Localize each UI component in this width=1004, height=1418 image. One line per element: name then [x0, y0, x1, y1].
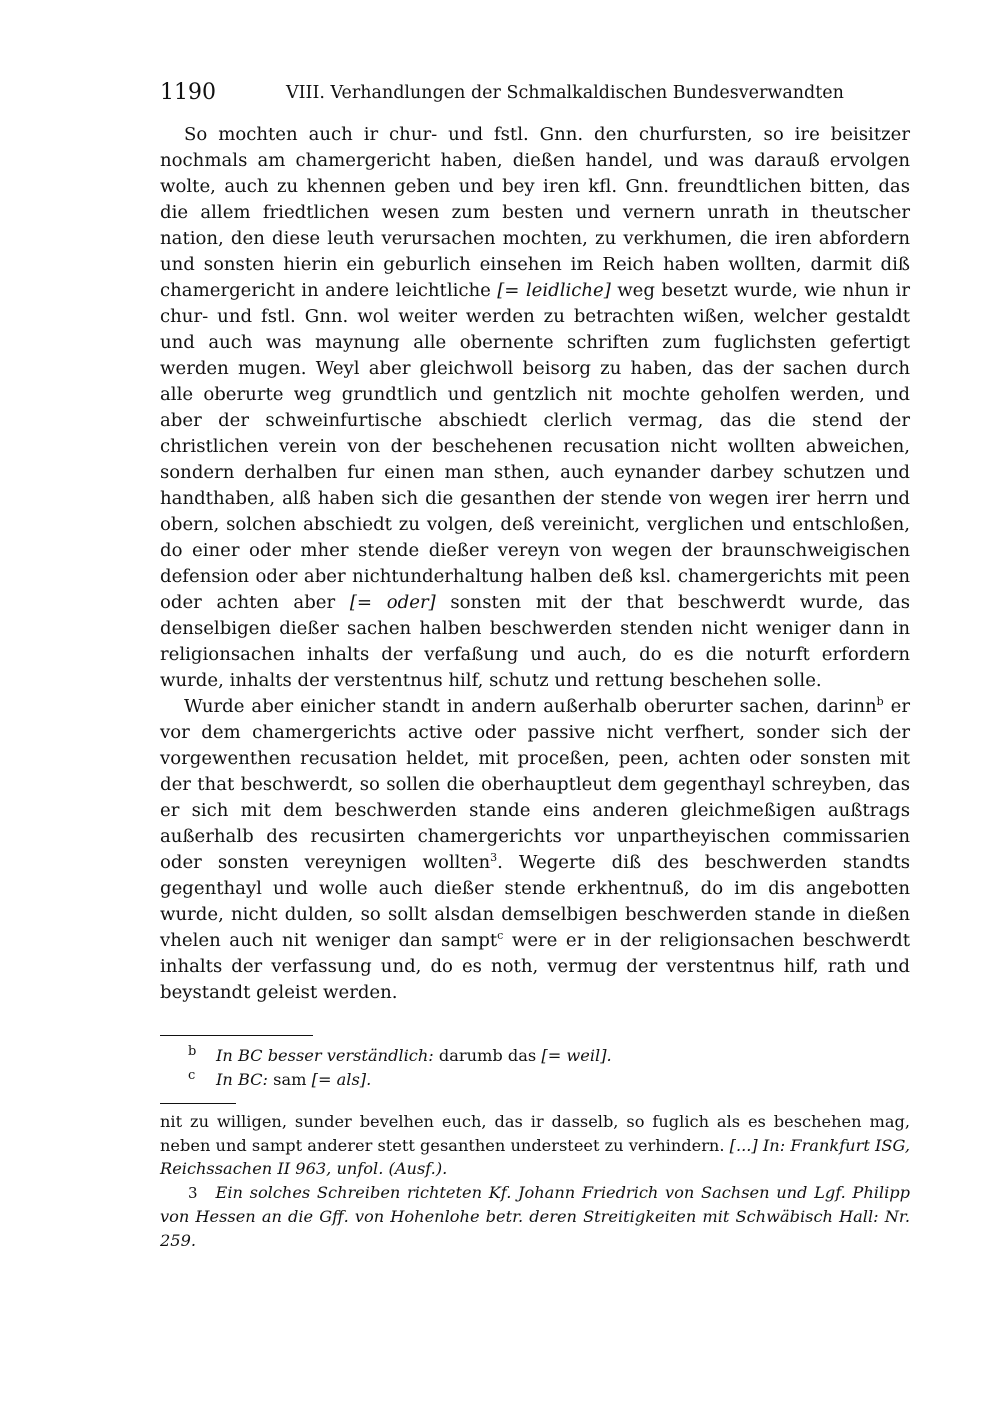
textual-notes — [160, 1044, 910, 1092]
note-italic: In BC: — [216, 1070, 269, 1089]
textual-note — [160, 1044, 910, 1068]
editorial-insertion: [= leidliche] — [497, 280, 611, 301]
note-text: nit zu willigen, sunder bevelhen euch, das ir dasselb, so fuglich als es beschehen mag, neben und sampt anderer stett gesanthen understeet zu verhindern. — [160, 1112, 910, 1155]
paragraph — [160, 694, 910, 1006]
footnote-marker: b — [876, 695, 884, 708]
main-text — [160, 122, 910, 1006]
text-run: Wurde aber einicher standt in andern außerhalb oberurter sachen, darinn — [184, 696, 877, 717]
note-italic: [= weil]. — [541, 1046, 612, 1065]
note-number: 3 — [188, 1183, 198, 1202]
footnote-separator — [160, 1103, 236, 1104]
commentary-note — [160, 1181, 910, 1253]
text-run: were er in der religionsachen beschwerdt inhalts der verfassung und, do es noth, vermug der verstentnus hilf, rath und beystandt geleist werden. — [160, 930, 910, 1003]
note-text: sam — [268, 1070, 312, 1089]
note-text: darumb das — [433, 1046, 542, 1065]
text-run: sonsten mit der that beschwerdt wurde, das denselbigen dießer sachen halben beschwerden stenden nicht weniger dann in religionsachen inhalts der verfaßung und auch, do es die noturft erfordern wurde, inhalts der verstentnus hilf, schutz und rettung beschehen solle. — [160, 592, 910, 691]
paragraph — [160, 122, 910, 694]
footnote-separator — [160, 1035, 313, 1036]
note-body — [216, 1068, 371, 1092]
note-body — [216, 1044, 612, 1068]
note-mark: c — [188, 1068, 196, 1083]
text-run: er vor dem chamergerichts active oder passive nicht verfhert, sonder sich der vorgewenthen recusation heldet, mit proceßen, peen, achten oder sonsten mit der that beschwerdt, so sollen die oberhauptleut dem gegenthayl schreyben, das er sich mit dem beschwerden stande eins anderen gleichmeßigen außtrags außerhalb des recusirten chamergerichts vor unpartheyischen commissarien oder sonsten vereynigen wollten — [160, 696, 911, 873]
text-run: weg besetzt wurde, wie nhun ir chur- und fstl. Gnn. wol weiter werden zu betrachten wißen, welcher gestaldt und auch was maynung alle obernente schriften zum fuglichsten gefertigt werden mugen. Weyl aber gleichwoll beisorg zu haben, das der sachen durch alle oberurte weg grundtlich und gentzlich nit mochte geholfen werden, und aber der schweinfurtische abschiedt clerlich vermag, das die stend der christlichen verein von der beschehenen recusation nicht wollten abweichen, sondern derhalben fur einen man sthen, auch eynander darbey schutzen und handthaben, alß haben sich die gesanthen der stende von wegen irer herrn und obern, solchen abschiedt zu volgen, deß vereinicht, verglichen und entschloßen, do einer oder mher stende dießer vereyn von wegen der braunschweigischen defension oder aber nichtunderhaltung halben deß ksl. chamergerichts mit peen oder achten aber — [160, 280, 910, 613]
page-number: 1190 — [160, 80, 216, 105]
commentary-notes — [160, 1110, 910, 1252]
commentary-continuation — [160, 1110, 910, 1181]
note-italic: [= als]. — [311, 1070, 372, 1089]
note-italic: Ein solches Schreiben richteten Kf. Johann Friedrich von Sachsen und Lgf. Philipp von Hessen an die Gff. von Hohenlohe betr. deren Streitigkeiten mit Schwäbisch Hall: Nr. 259. — [160, 1182, 910, 1250]
note-italic: [...] In: Frankfurt ISG, Reichssachen II 963, unfol. (Ausf.). — [160, 1135, 910, 1178]
text-run: . Wegerte diß des beschwerden standts gegenthayl und wolle auch dießer stende erkhentnuß, do im dis angebotten wurde, nicht dulden, so sollt alsdan demselbigen beschwerden stande in dießen vhelen auch nit weniger dan sampt — [160, 852, 910, 951]
running-head: VIII. Verhandlungen der Schmalkaldischen Bundesverwandten — [286, 83, 844, 103]
note-mark: b — [188, 1044, 197, 1059]
textual-note — [160, 1068, 910, 1092]
text-run: So mochten auch ir chur- und fstl. Gnn. den churfursten, so ire beisitzer nochmals am chamergericht haben, dießen handel, und was darauß ervolgen wolte, auch zu khennen geben und bey iren kfl. Gnn. freundtlichen bitten, das die allem friedtlichen wesen zum besten und vernern unrath in theutscher nation, den diese leuth verursachen mochten, zu verkhumen, die iren abfordern und sonsten hierin ein geburlich einsehen im Reich haben wollten, darmit diß chamergericht in andere leichtliche — [160, 124, 910, 301]
editorial-insertion: [= oder] — [349, 592, 436, 613]
footnote-marker: 3 — [490, 851, 498, 864]
page-header — [160, 78, 910, 108]
note-italic: In BC besser verständlich: — [216, 1046, 434, 1065]
footnote-marker: c — [497, 929, 504, 942]
